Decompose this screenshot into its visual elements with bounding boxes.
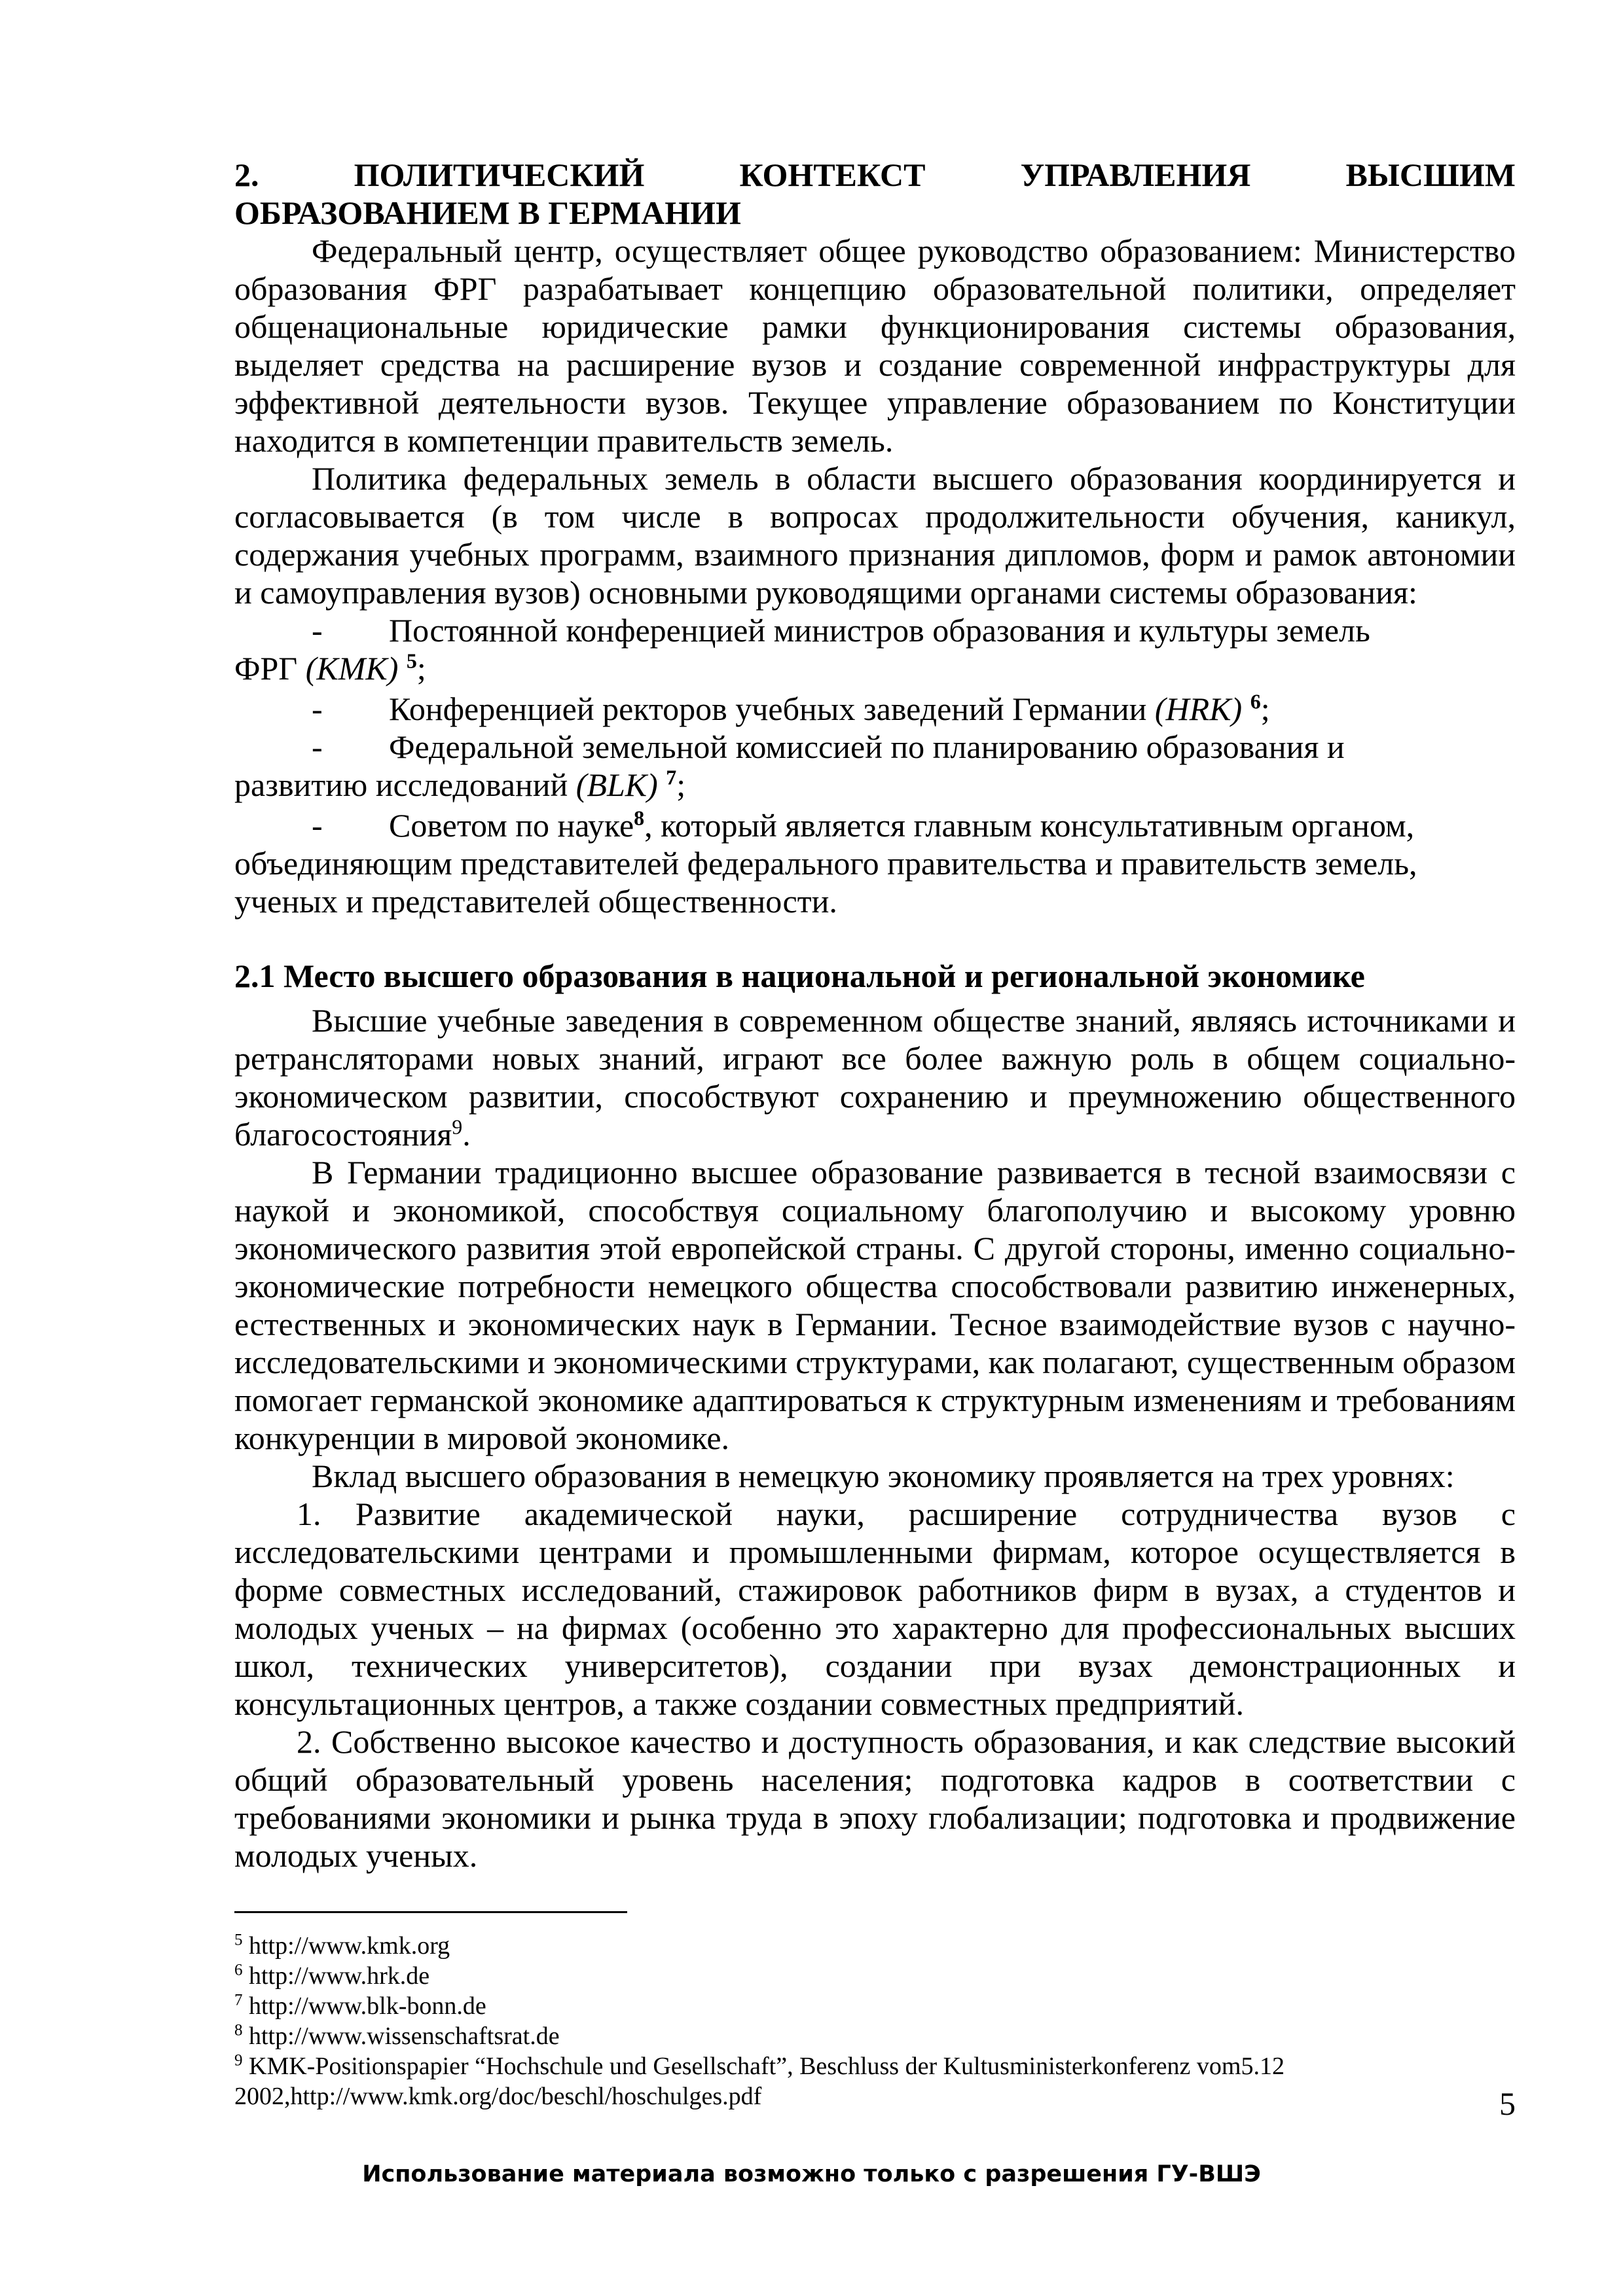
item-number: 1. — [297, 1496, 321, 1532]
numbered-item: 1. Развитие академической науки, расширение сотрудничества вузов с исследовательскими центрами и промышленными фирмам, которое осуществляется в форме совместных исследований, стажировок работников фирм в вузах, а студентов и молодых ученых – на фирмах (особенно это характерно для профессиональных высших школ, технических университетов), создании при вузах демонстрационных и консультационных центров, а также создании совместных предприятий. — [234, 1496, 1516, 1722]
footnote-ref[interactable]: 8 — [634, 806, 645, 830]
dash-marker: - — [312, 728, 323, 765]
footnote-ref[interactable]: 7 — [666, 765, 677, 789]
main-text — [234, 156, 1516, 1874]
bullet-item: - Постоянной конференцией министров образования и культуры земель ФРГ (KMK) $^5$; — [234, 612, 1370, 687]
paragraph: Вклад высшего образования в немецкую экономику проявляется на трех уровнях: — [312, 1458, 1455, 1494]
bullet-item: - Советом по науке$^8$, который является главным консультативным органом, объединяющим представителей федерального правительства и правительств земель, ученых и представителей общественности. — [234, 806, 1417, 920]
paragraph: Высшие учебные заведения в современном обществе знаний, являясь источниками и ретрансляторами новых знаний, играют все более важную роль в общем социально-экономическом развитии, способствуют сохранению и преумножению общественного благосостояния$^9$. — [234, 1002, 1516, 1153]
dash-marker: - — [312, 612, 323, 649]
section-heading — [234, 156, 1516, 232]
bullet-item: - Федеральной земельной комиссией по планированию образования и развитию исследований (BLK) $^7$; — [234, 728, 1345, 803]
page-footer: Использование материала возможно только с разрешения ГУ-ВШЭ — [362, 2161, 1261, 2187]
dash-marker: - — [312, 807, 323, 844]
footnote-separator — [234, 1911, 627, 1913]
page-number: 5 — [1499, 2085, 1516, 2122]
footnote: $^7$ http://www.blk-bonn.de — [234, 1991, 486, 2020]
paragraph: Политика федеральных земель в области высшего образования координируется и согласовывается (в том числе в вопросах продолжительности обучения, каникул, содержания учебных программ, взаимного признания дипломов, форм и рамок автономии и самоуправления вузов) основными руководящими органами системы образования: — [234, 460, 1516, 611]
footnote-ref[interactable]: 6 — [1250, 689, 1261, 713]
footnotes — [234, 1931, 1516, 2111]
footnote: $^5$ http://www.kmk.org — [234, 1931, 450, 1960]
section-heading-line2: ОБРАЗОВАНИЕМ В ГЕРМАНИИ — [234, 194, 741, 231]
footnote: $^9$ KMK-Positionspapier “Hochschule und Gesellschaft”, Beschluss der Kultusministerkonferenz vom5.12 2002,http://www.kmk.org/doc/beschl/hoschulges.pdf — [234, 2051, 1285, 2110]
bullet-item: - Конференцией ректоров учебных заведений Германии (HRK) $^6$; — [234, 690, 1516, 728]
footnote-ref[interactable]: 9 — [452, 1115, 463, 1139]
footnote: $^6$ http://www.hrk.de — [234, 1961, 430, 1990]
paragraph: Федеральный центр, осуществляет общее руководство образованием: Министерство образования ФРГ разрабатывает концепцию образовательной политики, определяет общенациональные юридические рамки функционирования системы образования, выделяет средства на расширение вузов и создание современной инфраструктуры для эффективной деятельности вузов. Текущее управление образованием по Конституции находится в компетенции правительств земель. — [234, 232, 1516, 459]
dash-marker: - — [312, 691, 323, 727]
numbered-item: 2. Собственно высокое качество и доступность образования, и как следствие высокий общий образовательный уровень населения; подготовка кадров в соответствии с требованиями экономики и рынка труда в эпоху глобализации; подготовка и продвижение молодых ученых. — [234, 1723, 1516, 1874]
footnote: $^8$ http://www.wissenschaftsrat.de — [234, 2021, 560, 2050]
footnote-ref[interactable]: 5 — [406, 649, 417, 673]
paragraph: В Германии традиционно высшее образование развивается в тесной взаимосвязи с наукой и экономикой, способствуя социальному благополучию и высокому уровню экономического развития этой европейской страны. С другой стороны, именно социально-экономические потребности немецкого общества способствовали развитию инженерных, естественных и экономических наук в Германии. Тесное взаимодействие вузов с научно-исследовательскими и экономическими структурами, как полагают, существенным образом помогает германской экономике адаптироваться к структурным изменениям и требованиям конкуренции в мировой экономике. — [234, 1154, 1516, 1456]
subsection-heading: 2.1 Место высшего образования в национальной и региональной экономике — [234, 958, 1365, 994]
section-heading-line1: 2. ПОЛИТИЧЕСКИЙ КОНТЕКСТ УПРАВЛЕНИЯ ВЫСШИМ — [234, 156, 1516, 193]
